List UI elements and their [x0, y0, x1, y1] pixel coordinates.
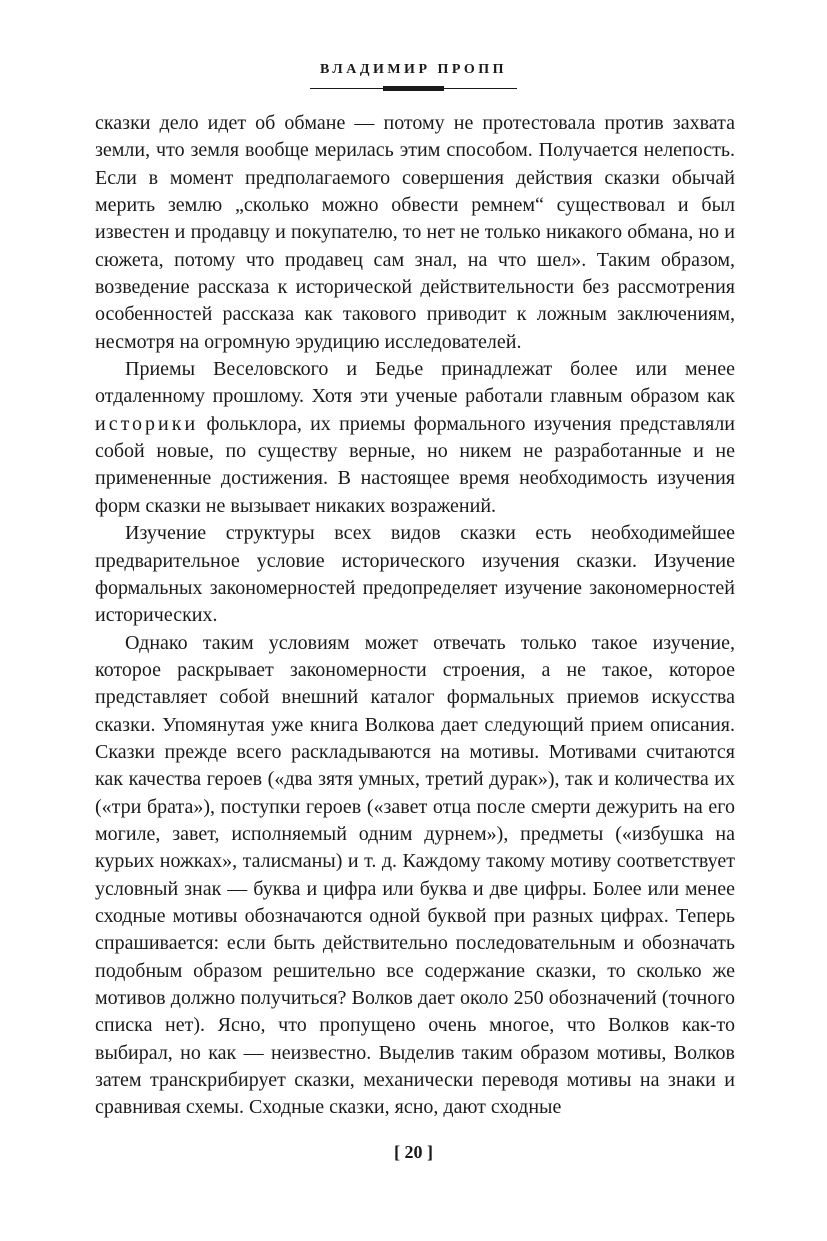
page-number: [ 20 ]	[394, 1142, 433, 1162]
paragraph-1: сказки дело идет об обмане — потому не протестовала против захвата земли, что земля вообще мерилась этим способом. Получается нелепость. Если в момент предполагаемого совершения действия сказки обычай мерить землю „сколько можно обвести ремнем“ существовал и был известен и продавцу и покупателю, то нет не только никакого обмана, но и сюжета, потому что продавец сам знал, на что шел». Таким образом, возведение рассказа к исторической действительности без рассмотрения особенностей рассказа как такового приводит к ложным заключениям, несмотря на огромную эрудицию исследователей.	[95, 112, 735, 353]
paragraph-4: Однако таким условиям может отвечать только такое изучение, которое раскрывает закономерности строения, а не такое, которое представляет собой внешний каталог формальных приемов искусства сказки. Упомянутая уже книга Волкова дает следующий прием описания. Сказки прежде всего раскладываются на мотивы. Мотивами считаются как качества героев («два зятя умных, третий дурак»), так и количества их («три брата»), поступки героев («завет отца после смерти дежурить на его могиле, завет, исполняемый одним дурнем»), предметы («избушка на курьих ножках», талисманы) и т. д. Каждому такому мотиву соответствует условный знак — буква и цифра или буква и две цифры. Более или менее сходные мотивы обозначаются одной буквой при разных цифрах. Теперь спрашивается: если быть действительно последовательным и обозначать подобным образом решительно все содержание сказки, то сколько же мотивов должно получиться? Волков дает около 250 обозначений (точного списка нет). Ясно, что пропущено очень многое, что Волков как-то выбирал, но как — неизвестно. Выделив таким образом мотивы, Волков затем транскрибирует сказки, механически переводя мотивы на знаки и сравнивая схемы. Сходные сказки, ясно, дают сходные	[95, 631, 735, 1119]
header-rule-bar	[383, 86, 444, 91]
paragraph-2-part-2: фольклора, их приемы формального изучения представляли собой новые, по существу верные, но никем не разработанные и не примененные достижения. В настоящее время необходимость изучения форм сказки не вызывает никаких возражений.	[95, 412, 735, 517]
body-text	[95, 110, 735, 1122]
running-head: ВЛАДИМИР ПРОПП	[319, 62, 508, 77]
paragraph-2-part-1: Приемы Веселовского и Бедье принадлежат более или менее отдаленному прошлому. Хотя эти ученые работали главным образом как	[95, 358, 735, 408]
paragraph-2	[95, 356, 735, 520]
paragraph-3: Изучение структуры всех видов сказки есть необходимейшее предварительное условие исторического изучения сказки. Изучение формальных закономерностей предопределяет изучение закономерностей исторических.	[95, 522, 735, 627]
spaced-emphasis: историки	[95, 412, 199, 435]
